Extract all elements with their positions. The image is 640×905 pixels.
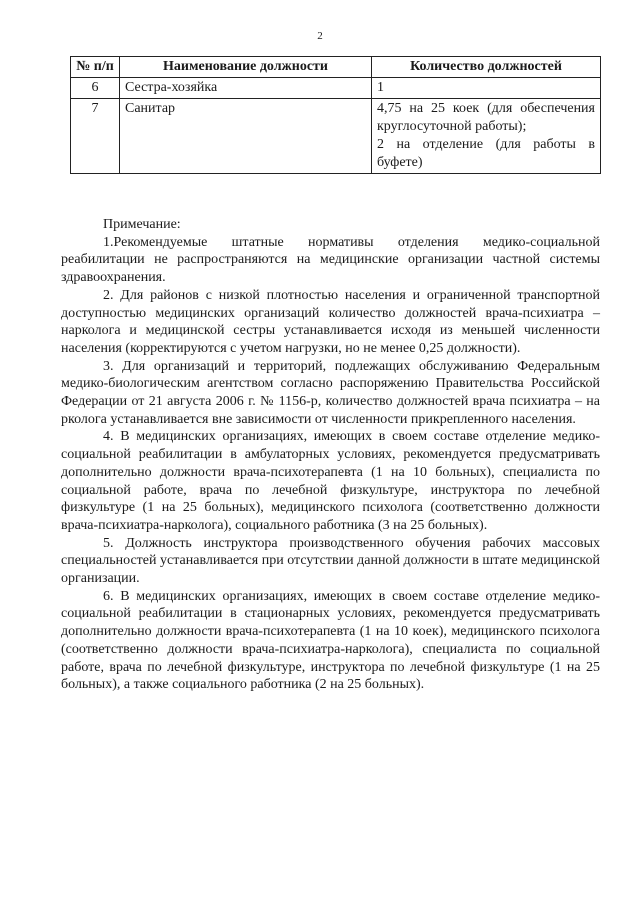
header-num: № п/п — [71, 57, 120, 78]
note-item-1: 1.Рекомендуемые штатные нормативы отделения медико-социальной реабилитации не распространяются на медицинские организации частной системы здравоохранения. — [61, 234, 600, 286]
header-position-count: Количество должностей — [372, 57, 601, 78]
page-number: 2 — [317, 30, 323, 42]
count-line: 1 — [377, 80, 384, 95]
row-num: 6 — [71, 78, 120, 99]
count-line: 4,75 на 25 коек (для обеспечения круглосуточной работы); — [377, 101, 595, 134]
row-num: 7 — [71, 99, 120, 174]
notes-heading: Примечание: — [103, 217, 181, 232]
count-line: 2 на отделение (для работы в буфете) — [377, 137, 595, 170]
table-row — [71, 99, 601, 174]
note-item-4: 4. В медицинских организациях, имеющих в своем составе отделение медико-социальной реабилитации в амбулаторных условиях, рекомендуется предусматривать дополнительно должности врача-психотерапевта (1 на 10 больных), специалиста по социальной работе, врача по лечебной физкультуре, инструктора по лечебной физкультуре (1 на 25 больных), медицинского психолога (соответственно должности врача-психиатра-нарколога), социального работника (3 на 25 больных). — [61, 429, 600, 533]
header-position-name: Наименование должности — [120, 57, 372, 78]
note-item-3: 3. Для организаций и территорий, подлежащих обслуживанию Федеральным медико-биологическим агентством согласно распоряжению Правительства Российской Федерации от 21 августа 2006 г. № 1156-р, количество должностей врача психиатра – на рколога устанавливается вне зависимости от численности прикрепленного населения. — [61, 358, 600, 427]
staffing-table — [70, 56, 601, 174]
note-item-6: 6. В медицинских организациях, имеющих в своем составе отделение медико-социальной реабилитации в стационарных условиях, рекомендуется предусматривать дополнительно должности врача-психотерапевта (1 на 10 коек), медицинского психолога (соответственно должности врача-психиатра-нарколога), специалиста по социальной работе, врача по лечебной физкультуре, инструктора по лечебной физкультуре (1 на 25 больных), а также социального работника (2 на 25 больных). — [61, 588, 600, 693]
row-position-count — [372, 99, 601, 174]
row-position-count — [372, 78, 601, 99]
row-position-name: Сестра-хозяйка — [120, 78, 372, 99]
table-row — [71, 78, 601, 99]
note-item-2: 2. Для районов с низкой плотностью населения и ограниченной транспортной доступностью медицинских организаций количество должностей врача-психиатра – нарколога и медицинской сестры устанавливается исходя из меньшей численности населения (корректируются с учетом нагрузки, но не менее 0,25 должности). — [61, 287, 600, 356]
table-header-row — [71, 57, 601, 78]
note-item-5: 5. Должность инструктора производственного обучения рабочих массовых специальностей устанавливается при отсутствии данной должности в штате медицинской организации. — [61, 535, 600, 587]
notes-section — [61, 216, 600, 694]
row-position-name: Санитар — [120, 99, 372, 174]
